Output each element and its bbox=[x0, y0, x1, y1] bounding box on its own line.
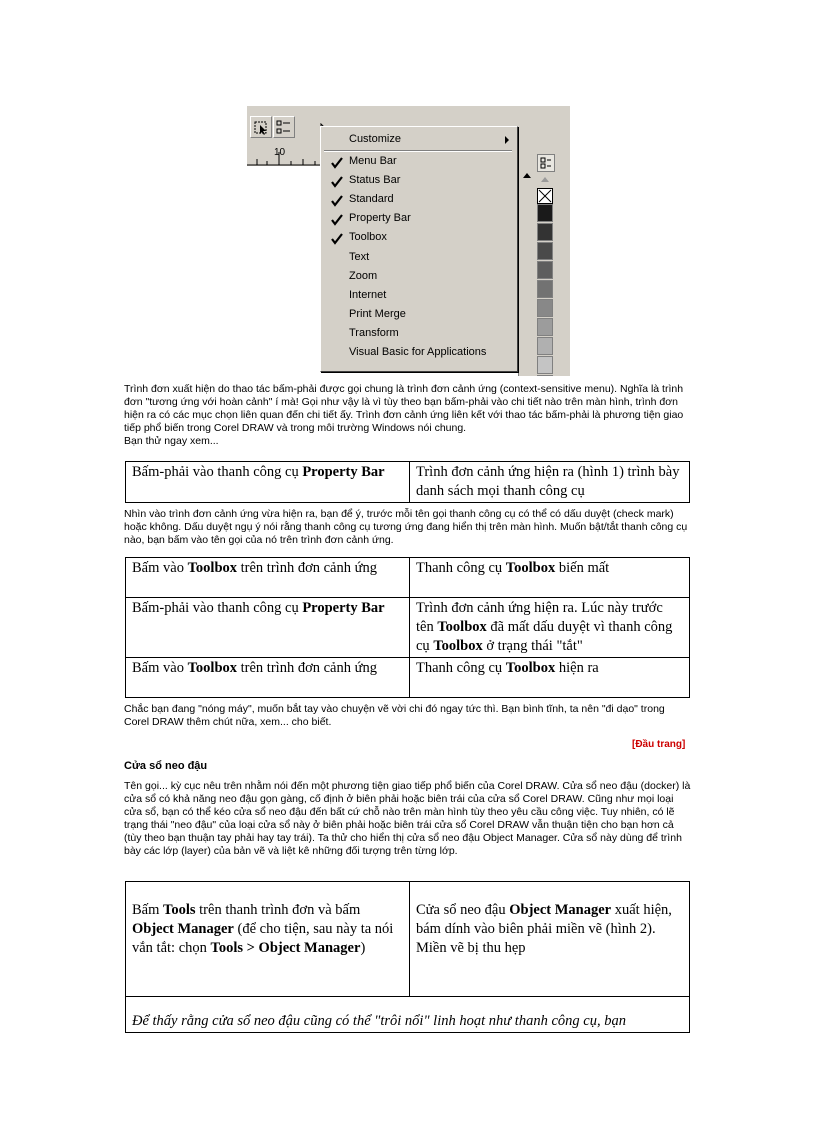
action-cell: Bấm-phải vào thanh công cụ Property Bar bbox=[126, 598, 410, 658]
section-heading: Cửa sổ neo đậu bbox=[124, 760, 208, 772]
checkmark-icon bbox=[330, 175, 344, 189]
action-cell: Bấm vào Toolbox trên trình đơn cảnh ứng bbox=[126, 558, 410, 598]
table-row bbox=[126, 558, 690, 598]
table-row bbox=[126, 598, 690, 658]
action-cell: Bấm-phải vào thanh công cụ Property Bar bbox=[126, 462, 410, 503]
table-row bbox=[126, 462, 690, 503]
action-cell: Bấm vào Toolbox trên trình đơn cảnh ứng bbox=[126, 658, 410, 698]
menu-item-toolbox[interactable]: Toolbox bbox=[349, 231, 387, 244]
table-row bbox=[126, 997, 690, 1033]
ruler-number: 10 bbox=[274, 147, 286, 158]
action-cell: Bấm Tools trên thanh trình đơn và bấm Object Manager (để cho tiện, sau này ta nói vắn tắt: chọn Tools > Object Manager) bbox=[126, 882, 410, 997]
context-menu-items bbox=[247, 106, 570, 376]
menu-item-standard[interactable]: Standard bbox=[349, 193, 394, 206]
result-cell: Thanh công cụ Toolbox biến mất bbox=[410, 558, 690, 598]
checkmark-icon bbox=[330, 156, 344, 170]
checkmark-icon bbox=[330, 194, 344, 208]
result-cell: Trình đơn cảnh ứng hiện ra. Lúc này trước tên Toolbox đã mất dấu duyệt vì thanh công cụ Toolbox ở trạng thái "tắt" bbox=[410, 598, 690, 658]
table-row bbox=[126, 658, 690, 698]
instruction-table-1 bbox=[125, 461, 690, 503]
checkmark-paragraph bbox=[124, 508, 692, 547]
menu-separator bbox=[324, 150, 512, 152]
menu-item-menu-bar[interactable]: Menu Bar bbox=[349, 155, 397, 167]
checkmark-icon bbox=[330, 213, 344, 227]
back-to-top-link[interactable]: [Đầu trang] bbox=[632, 739, 686, 750]
checkmark-text: Nhìn vào trình đơn cảnh ứng vừa hiện ra, bạn để ý, trước mỗi tên gọi thanh công cụ có thể có dấu duyệt (check mark) hoặc không. Dấu duyệt ngụ ý nói rằng thanh công cụ tương ứng đang hiển thị trên màn hình. Muốn bật/tắt thanh công cụ nào, bạn bấm vào tên gọi của nó trên trình đơn cảnh ứng. bbox=[124, 508, 688, 546]
menu-item-print-merge[interactable]: Print Merge bbox=[349, 307, 406, 320]
result-cell: Cửa sổ neo đậu Object Manager xuất hiện, bám dính vào biên phải miền vẽ (hình 2). Miền vẽ bị thu hẹp bbox=[410, 882, 690, 997]
instruction-table-3 bbox=[125, 881, 690, 1033]
menu-item-text[interactable]: Text bbox=[349, 250, 370, 263]
menu-item-customize[interactable]: Customize bbox=[349, 133, 401, 145]
intro-text: Trình đơn xuất hiện do thao tác bấm-phải được gọi chung là trình đơn cảnh ứng (context-sensitive menu). Nghĩa là trình đơn "tương ứng với hoàn cảnh" í mà! Gọi như vậy là vì tùy theo bạn bấm-phải vào chi tiết nào trên màn hình, trình đơn hiện ra có các mục chọn liên quan đến chi tiết ấy. Trình đơn cảnh ứng liên kết với thao tác bấm-phải là phương tiện giao tiếp phổ biến trong Corel DRAW và trong môi trường Windows nói chung. bbox=[124, 383, 684, 434]
menu-item-internet[interactable]: Internet bbox=[349, 288, 387, 301]
note-cell: Để thấy rằng cửa sổ neo đậu cũng có thể "trôi nổi" linh hoạt như thanh công cụ, bạn bbox=[126, 997, 690, 1033]
menu-item-visual-basic-for-applications[interactable]: Visual Basic for Applications bbox=[349, 346, 487, 358]
submenu-arrow-icon bbox=[504, 135, 512, 145]
menu-item-zoom[interactable]: Zoom bbox=[349, 269, 378, 282]
docker-paragraph bbox=[124, 780, 692, 858]
table-row bbox=[126, 882, 690, 997]
menu-item-property-bar[interactable]: Property Bar bbox=[349, 212, 411, 225]
docker-text: Tên gọi... kỳ cục nêu trên nhằm nói đến một phương tiện giao tiếp phổ biến của Corel DRAW. Cửa sổ neo đậu (docker) là cửa sổ có khả năng neo đậu gọn gàng, cố định ở biên phải hoặc biên trái của cửa sổ Corel DRAW. Cũng như mọi loại cửa sổ, bạn có thể kéo cửa sổ neo đậu đến bất cứ chỗ nào trên màn hình tùy theo yêu cầu công việc. Tuy nhiên, có lẽ trạng thái "neo đậu" của loại cửa sổ này ở biên phải hoặc biên trái cửa sổ Corel DRAW vẫn thuận tiện cho bạn hơn cả (tùy theo bạn thuận tay phải hay tay trái). Ta thử cho hiển thị cửa sổ neo đậu Object Manager. Cửa sổ này dùng để trình bày các lớp (layer) của bản vẽ và liệt kê những đối tượng trên từng lớp. bbox=[124, 780, 691, 857]
checkmark-icon bbox=[330, 232, 344, 246]
result-cell: Trình đơn cảnh ứng hiện ra (hình 1) trình bày danh sách mọi thanh công cụ bbox=[410, 462, 690, 503]
next-step-paragraph bbox=[124, 703, 692, 729]
result-cell: Thanh công cụ Toolbox hiện ra bbox=[410, 658, 690, 698]
intro-text-2: Bạn thử ngay xem... bbox=[124, 435, 219, 447]
menu-item-transform[interactable]: Transform bbox=[349, 326, 399, 339]
context-menu-screenshot bbox=[247, 106, 570, 376]
instruction-table-2 bbox=[125, 557, 690, 698]
intro-paragraph bbox=[124, 383, 692, 448]
next-step-text: Chắc bạn đang "nóng máy", muốn bắt tay vào chuyện vẽ vời chi đó ngay tức thì. Bạn bình tĩnh, ta nên "đi dạo" trong Corel DRAW thêm chút nữa, xem... cho biết. bbox=[124, 703, 665, 728]
menu-item-status-bar[interactable]: Status Bar bbox=[349, 174, 401, 187]
